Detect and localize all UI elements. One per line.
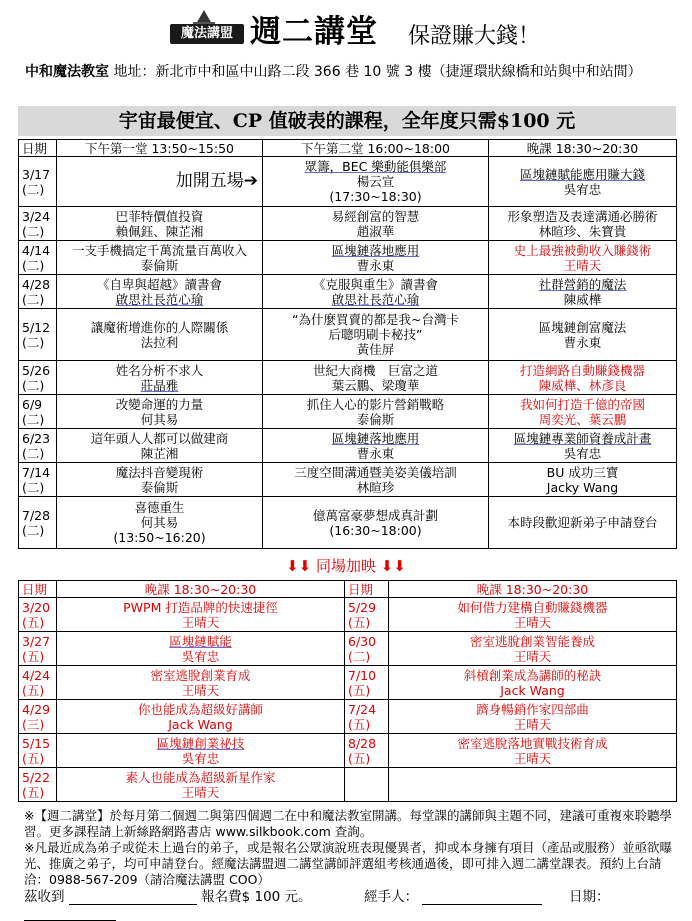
- session-cell: 《克服與重生》讀書會 啟思社長范心瑜: [263, 275, 489, 309]
- session-cell: 眾籌，BEC 樂動能俱樂部 楊云宣 (17:30~18:30): [263, 157, 489, 207]
- table-row: [19, 666, 677, 700]
- date-label: 日期：: [569, 889, 610, 905]
- date-cell: 3/17 (二): [19, 157, 57, 207]
- session-cell: 《自卑與超越》讀書會 啟思社長范心瑜: [57, 275, 263, 309]
- table-row: [19, 207, 677, 241]
- session-cell: 斜槓創業成為講師的秘訣 Jack Wang: [389, 666, 677, 700]
- session-cell: 區塊鏈賦能 吳宥忠: [57, 632, 345, 666]
- promo-banner: 宇宙最便宜、CP 值破表的課程，全年度只需$100 元: [18, 106, 676, 136]
- table-row: [19, 463, 677, 497]
- session-cell: 本時段歡迎新弟子申請登台: [489, 497, 677, 549]
- header-date: 日期: [19, 581, 57, 598]
- session-cell: 躋身暢銷作家四部曲 王晴天: [389, 700, 677, 734]
- date-cell: 6/30 (二): [345, 632, 389, 666]
- session-cell: 區塊鏈落地應用 曹永東: [263, 241, 489, 275]
- session-cell: 世紀大商機 巨富之道 葉云鵬、梁瓊華: [263, 361, 489, 395]
- venue-info: [25, 62, 673, 83]
- table-row: [19, 309, 677, 361]
- date-cell: 5/22 (五): [19, 768, 57, 802]
- header-evening: 晚課 18:30~20:30: [57, 581, 345, 598]
- session-cell: 你也能成為超級好講師 Jack Wang: [57, 700, 345, 734]
- venue-name: 中和魔法教室: [25, 64, 109, 80]
- bonus-schedule-table: [18, 580, 677, 802]
- session-cell: BU 成功三寶 Jacky Wang: [489, 463, 677, 497]
- wizard-hat-icon: [192, 9, 216, 25]
- handler-label: 經手人：: [364, 889, 419, 905]
- session-cell: 三度空間溝通暨美姿美儀培訓 林暄珍: [263, 463, 489, 497]
- session-cell: 打造網路自動賺錢機器 陳威樺、林彥良: [489, 361, 677, 395]
- date-cell: 5/29 (五): [345, 598, 389, 632]
- session-cell: 億萬富豪夢想成真計劃 (16:30~18:00): [263, 497, 489, 549]
- table-row: [19, 632, 677, 666]
- extra-sessions-label: 加開五場➔: [175, 171, 258, 191]
- table-row: [19, 157, 677, 207]
- table-row: [19, 361, 677, 395]
- session-cell: 這年頭人人都可以做建商 陳芷湘: [57, 429, 263, 463]
- table-row: [19, 768, 677, 802]
- table-row: [19, 497, 677, 549]
- arrow-down-icon: ⬇⬇: [380, 557, 406, 575]
- header-evening: 晚課 18:30~20:30: [389, 581, 677, 598]
- date-cell: 3/24 (二): [19, 207, 57, 241]
- received-label: 茲收到: [24, 889, 65, 905]
- header-session-2: 下午第二堂 16:00~18:00: [263, 140, 489, 157]
- session-cell: [389, 768, 677, 802]
- table-row: [19, 700, 677, 734]
- session-cell: 區塊鏈落地應用 曹永東: [263, 429, 489, 463]
- notes: [24, 808, 674, 888]
- session-cell: 姓名分析不求人 莊晶雅: [57, 361, 263, 395]
- date-cell: 8/28 (五): [345, 734, 389, 768]
- date-cell: 3/27 (五): [19, 632, 57, 666]
- date-cell: 5/15 (五): [19, 734, 57, 768]
- session-cell: 區塊鏈創業祕技 吳宥忠: [57, 734, 345, 768]
- receipt-footer: [24, 885, 674, 921]
- name-blank-line: [69, 890, 197, 905]
- page-subtitle: 保證賺大錢！: [408, 24, 541, 49]
- note-1: ※【週二講堂】於每月第二個週二與第四個週二在中和魔法教室開講。每堂課的講師與主題不同，建議可重複來聆聽學習。更多課程請上新絲路網路書店 www.silkbook.com 查詢。: [24, 808, 672, 839]
- header: [0, 6, 692, 50]
- session-cell: 形象塑造及表達溝通必勝術 林暄珍、朱寶貴: [489, 207, 677, 241]
- date-cell: 4/14 (二): [19, 241, 57, 275]
- brand-logo: 魔法講盟: [170, 24, 244, 44]
- session-cell: 史上最強被動收入賺錢術 王晴天: [489, 241, 677, 275]
- session-cell: [57, 157, 263, 207]
- handler-blank-line: [422, 890, 542, 905]
- session-cell: 抓住人心的影片營銷戰略 泰倫斯: [263, 395, 489, 429]
- session-cell: 社群營銷的魔法 陳威樺: [489, 275, 677, 309]
- date-cell: [345, 768, 389, 802]
- session-cell: 區塊鏈專業師資養成計畫 吳宥忠: [489, 429, 677, 463]
- session-cell: 易經創富的智慧 趙淑華: [263, 207, 489, 241]
- bonus-section-label: ⬇⬇ 同場加映 ⬇⬇: [286, 557, 406, 575]
- session-cell: “為什麼買賣的都是我~台灣卡 后聰明刷卡秘技” 黃佳屏: [263, 309, 489, 361]
- date-cell: 7/10 (五): [345, 666, 389, 700]
- date-cell: 3/20 (五): [19, 598, 57, 632]
- session-cell: 素人也能成為超級新星作家 王晴天: [57, 768, 345, 802]
- session-cell: 密室逃脫創業智能養成 王晴天: [389, 632, 677, 666]
- header-date: 日期: [345, 581, 389, 598]
- session-cell: 喜德重生 何其易 (13:50~16:20): [57, 497, 263, 549]
- note-2: ※凡最近成為弟子或從未上過台的弟子，或是報名公眾演說班表現優異者，抑或本身擁有項目（產品或服務）並亟欲曝光、推廣之弟子，均可申請登台。經魔法講盟週二講堂講師評選組考核通過後，即可排入週二講堂課表。預約上台請洽：0988-567-209（請洽魔法講盟 COO）: [24, 840, 672, 887]
- page-title: 週二講堂: [250, 14, 378, 50]
- session-cell: 如何借力建構自動賺錢機器 王晴天: [389, 598, 677, 632]
- venue-address: 地址：新北市中和區中山路二段 366 巷 10 號 3 樓（捷運環狀線橋和站與中和站間）: [113, 64, 642, 80]
- date-cell: 4/29 (三): [19, 700, 57, 734]
- session-cell: 密室逃脫創業育成 王晴天: [57, 666, 345, 700]
- date-cell: 6/23 (二): [19, 429, 57, 463]
- table-header-row: [19, 140, 677, 157]
- session-cell: PWPM 打造品牌的快速捷徑 王晴天: [57, 598, 345, 632]
- date-cell: 7/24 (五): [345, 700, 389, 734]
- table-row: [19, 734, 677, 768]
- date-cell: 7/28 (二): [19, 497, 57, 549]
- date-cell: 5/12 (二): [19, 309, 57, 361]
- table-row: [19, 395, 677, 429]
- date-cell: 6/9 (二): [19, 395, 57, 429]
- session-cell: 一支手機搞定千萬流量百萬收入 泰倫斯: [57, 241, 263, 275]
- date-cell: 5/26 (二): [19, 361, 57, 395]
- session-cell: 區塊鏈賦能應用賺大錢 吳宥忠: [489, 157, 677, 207]
- fee-label: 報名費$ 100 元。: [201, 889, 312, 905]
- header-session-3: 晚課 18:30~20:30: [489, 140, 677, 157]
- session-cell: 區塊鏈創富魔法 曹永東: [489, 309, 677, 361]
- session-cell: 魔法抖音變現術 泰倫斯: [57, 463, 263, 497]
- session-cell: 密室逃脫落地實戰技術育成 王晴天: [389, 734, 677, 768]
- date-blank-line: [24, 906, 116, 921]
- table-header-row: [19, 581, 677, 598]
- arrow-down-icon: ⬇⬇: [286, 557, 312, 575]
- date-cell: 7/14 (二): [19, 463, 57, 497]
- session-cell: 讓魔術增進你的人際關係 法拉利: [57, 309, 263, 361]
- date-cell: 4/28 (二): [19, 275, 57, 309]
- session-cell: 改變命運的力量 何其易: [57, 395, 263, 429]
- date-cell: 4/24 (五): [19, 666, 57, 700]
- table-row: [19, 598, 677, 632]
- tuesday-schedule-table: [18, 139, 677, 549]
- session-cell: 我如何打造千億的帝國 周奕光、葉云鵬: [489, 395, 677, 429]
- table-row: [19, 241, 677, 275]
- header-session-1: 下午第一堂 13:50~15:50: [57, 140, 263, 157]
- header-date: 日期: [19, 140, 57, 157]
- table-row: [19, 275, 677, 309]
- table-row: [19, 429, 677, 463]
- session-cell: 巴菲特價值投資 賴佩鈺、陳芷湘: [57, 207, 263, 241]
